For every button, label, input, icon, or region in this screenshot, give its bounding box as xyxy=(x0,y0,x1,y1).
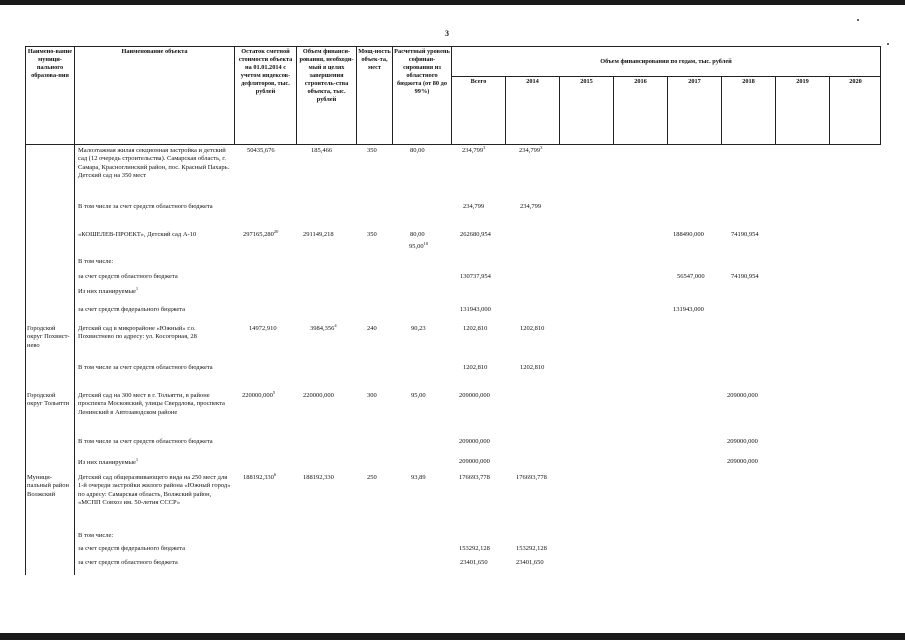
header-year-total: Всего xyxy=(470,78,487,85)
row-object: Детский сад на 300 мест в г. Тольятти, в районе проспекта Московский, улицы Свердлова, проспекта Ленинский в Автозаводском районе xyxy=(78,392,225,416)
row-object: В том числе за счет средств областного бюджета xyxy=(78,203,213,210)
row-total: 153292,128 xyxy=(459,545,490,552)
row-volume: 291149,218 xyxy=(303,231,334,238)
row-object: Малоэтажная жилая секционная застройка и детский сад (12 очередь строительства). Самарская область, г. Самара, Красноглинский район, пос. Красный Пахарь. Детский сад на 350 мест xyxy=(78,147,230,180)
row-volume: 185,466 xyxy=(311,147,333,154)
year-divider xyxy=(505,76,506,145)
year-divider xyxy=(721,76,722,145)
row-2014: 1202,810 xyxy=(520,364,545,371)
header-year-2020: 2020 xyxy=(849,78,862,85)
row-volume: 3984,356$^4$ xyxy=(310,322,337,332)
header-year-2015: 2015 xyxy=(580,78,593,85)
row-2018: 74190,954 xyxy=(731,273,759,280)
row-object: «КОШЕЛЕВ-ПРОЕКТ», Детский сад А-10 xyxy=(78,231,197,238)
row-object: за счет средств областного бюджета xyxy=(78,273,178,280)
year-divider xyxy=(613,76,614,145)
row-residual: 14972,910 xyxy=(249,325,277,332)
header-divider xyxy=(74,46,75,145)
year-divider xyxy=(775,76,776,145)
row-capacity: 250 xyxy=(367,474,377,481)
row-2018: 209000,000 xyxy=(727,392,758,399)
header-year-2019: 2019 xyxy=(796,78,809,85)
header-financing: Объем финансирования по годам, тыс. рублей xyxy=(600,58,732,65)
row-object: Из них планируемые$^1$ xyxy=(78,285,139,295)
header-year-2014: 2014 xyxy=(526,78,539,85)
row-level: 90,23 xyxy=(411,325,426,332)
header-municipality: Наимено-вание муници-пального образова-ния xyxy=(27,48,73,79)
row-total: 23401,650 xyxy=(460,559,488,566)
body-left-border xyxy=(25,145,26,575)
page-number: 3 xyxy=(445,29,449,38)
year-divider xyxy=(829,76,830,145)
row-level: 93,89 xyxy=(411,474,426,481)
row-total: 1202,810 xyxy=(463,364,488,371)
row-total: 209000,000 xyxy=(459,392,490,399)
row-2017: 56547,000 xyxy=(677,273,705,280)
row-2017: 188490,000 xyxy=(673,231,704,238)
row-capacity: 300 xyxy=(367,392,377,399)
scan-top-border xyxy=(0,0,905,5)
row-level: 80,00 xyxy=(410,231,425,238)
year-divider xyxy=(667,76,668,145)
row-2014: 1202,810 xyxy=(520,325,545,332)
row-capacity: 350 xyxy=(367,147,377,154)
row-2017: 131943,000 xyxy=(673,306,704,313)
scan-speck xyxy=(887,43,889,45)
row-level-alt: 95,00$^{10}$ xyxy=(409,240,429,250)
header-year-2016: 2016 xyxy=(634,78,647,85)
header-capacity: Мощ-ность объек-та, мест xyxy=(358,48,391,71)
row-object: за счет средств федерального бюджета xyxy=(78,545,186,552)
header-divider xyxy=(356,46,357,145)
row-total: 209000,000 xyxy=(459,438,490,445)
row-municipality: Городской округ Похвист-нево xyxy=(27,325,70,349)
row-total: 131943,000 xyxy=(460,306,491,313)
header-volume: Объем финанси-рования, необходи-мый в целях завершения строитель-ства объекта, тыс. рублей xyxy=(299,48,354,103)
header-object: Наименование объекта xyxy=(121,48,188,55)
row-object: В том числе: xyxy=(78,258,114,265)
row-2014: 153292,128 xyxy=(516,545,547,552)
scan-speck xyxy=(857,19,859,21)
year-divider xyxy=(559,76,560,145)
row-total: 1202,810 xyxy=(463,325,488,332)
row-level: 95,00 xyxy=(411,392,426,399)
row-total: 234,799$^3$ xyxy=(462,144,486,154)
row-2014: 23401,650 xyxy=(516,559,544,566)
row-total: 209000,000 xyxy=(459,458,490,465)
row-2018: 209000,000 xyxy=(727,438,758,445)
row-2018: 74190,954 xyxy=(731,231,759,238)
row-residual: 50435,676 xyxy=(247,147,275,154)
row-2014: 176693,778 xyxy=(516,474,547,481)
header-divider xyxy=(296,46,297,145)
row-object: Детский сад общеразвивающего вида на 250 мест для 1-й очереди застройки жилого района «Южный город» по адресу: Самарская область, Волжский район, «МСПП Совхоз им. 50-летия СССР» xyxy=(78,474,231,507)
row-municipality: Городской округ Тольятти xyxy=(27,392,70,408)
row-residual: 220000,000$^5$ xyxy=(242,389,276,399)
header-divider xyxy=(451,46,452,145)
header-residual: Остаток сметной стоимости объекта на 01.01.2014 с учетом индексов-дефляторов, тыс. рублей xyxy=(238,48,293,95)
row-object: В том числе за счет средств областного бюджета xyxy=(78,364,213,371)
header-year-2017: 2017 xyxy=(688,78,701,85)
row-capacity: 240 xyxy=(367,325,377,332)
row-municipality: Муници-пальный район Волжский xyxy=(27,474,69,498)
row-total: 176693,778 xyxy=(459,474,490,481)
header-subdivider xyxy=(451,76,881,77)
row-total: 130737,954 xyxy=(460,273,491,280)
row-residual: 188192,330$^6$ xyxy=(243,471,277,481)
row-object: В том числе: xyxy=(78,532,114,539)
row-total: 234,799 xyxy=(463,203,485,210)
row-object: Из них планируемые$^1$ xyxy=(78,456,139,466)
row-2014: 234,799 xyxy=(520,203,542,210)
row-residual: 297165,280$^{20}$ xyxy=(243,228,279,238)
row-object: за счет средств областного бюджета xyxy=(78,559,178,566)
row-volume: 220000,000 xyxy=(303,392,334,399)
row-object: за счет средств федерального бюджета xyxy=(78,306,186,313)
header-level: Расчетный уровень софинан-сирования из областного бюджета (от 80 до 99%) xyxy=(394,48,450,95)
body-column-border xyxy=(74,145,75,575)
row-object: Детский сад в микрорайоне «Южный» г.о. Похвистнево по адресу: ул. Косогорная, 28 xyxy=(78,325,197,341)
header-divider xyxy=(392,46,393,145)
row-2018: 209000,000 xyxy=(727,458,758,465)
row-2014: 234,799$^3$ xyxy=(519,144,543,154)
row-volume: 188192,330 xyxy=(303,474,334,481)
row-total: 262680,954 xyxy=(460,231,491,238)
row-level: 80,00 xyxy=(410,147,425,154)
header-year-2018: 2018 xyxy=(742,78,755,85)
row-object: В том числе за счет средств областного бюджета xyxy=(78,438,213,445)
row-capacity: 350 xyxy=(367,231,377,238)
scan-bottom-border xyxy=(0,633,905,640)
header-divider xyxy=(234,46,235,145)
